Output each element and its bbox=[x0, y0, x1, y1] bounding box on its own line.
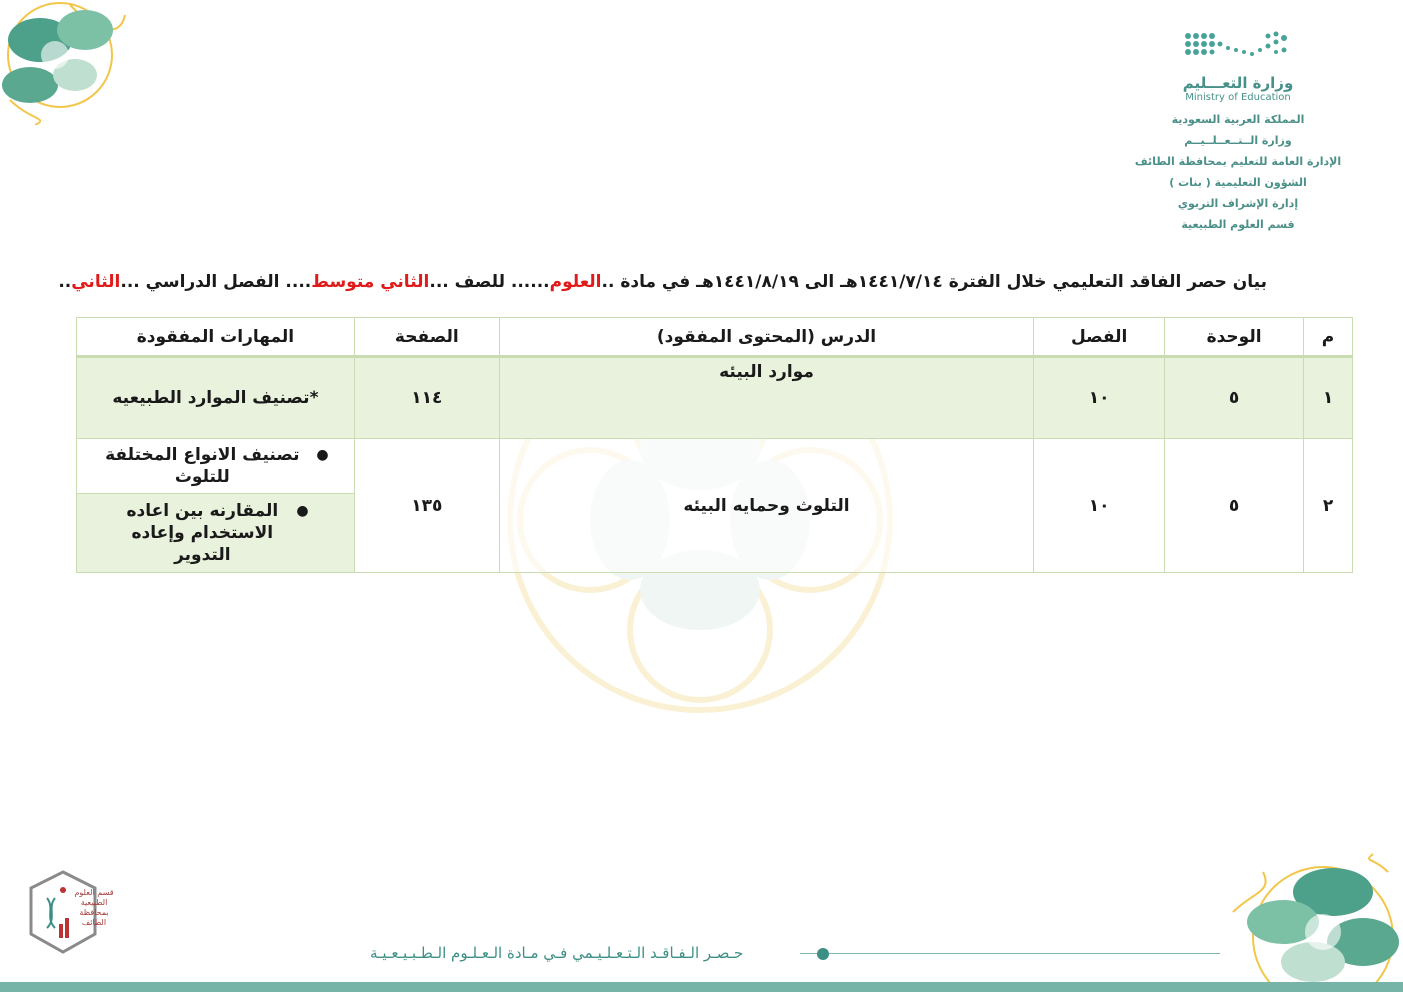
cell-num: ١ bbox=[1304, 357, 1353, 439]
cell-chapter: ١٠ bbox=[1034, 439, 1165, 573]
bullet-icon: ● bbox=[296, 503, 309, 519]
bullet-icon: ● bbox=[316, 447, 329, 463]
ministry-line: وزارة الــتــعــلــيــم bbox=[1184, 134, 1292, 147]
ministry-line: قسم العلوم الطبيعية bbox=[1181, 218, 1295, 231]
cell-unit: ٥ bbox=[1165, 357, 1304, 439]
cell-page: ١١٤ bbox=[354, 357, 499, 439]
footer-divider bbox=[800, 953, 1220, 954]
skill-text: المقارنه بين اعاده الاستخدام وإعاده التدوير bbox=[126, 501, 279, 565]
ministry-line: إدارة الإشراف التربوي bbox=[1177, 197, 1299, 210]
table-row bbox=[77, 439, 1353, 494]
heading-text: بيان حصر الفاقد التعليمي خلال الفترة ١٤٤١/٧/١٤هـ الى ١٤٤١/٨/١٩هـ في مادة .. bbox=[601, 272, 1267, 292]
corner-ornament-top-left bbox=[0, 0, 140, 125]
heading-text: .... الفصل الدراسي ... bbox=[120, 272, 312, 292]
table-header-row bbox=[77, 318, 1353, 357]
ministry-name-en: Ministry of Education bbox=[1185, 92, 1291, 103]
header-unit: الوحدة bbox=[1165, 318, 1304, 357]
heading-text: .. bbox=[58, 272, 72, 292]
header-lesson: الدرس (المحتوى المفقود) bbox=[499, 318, 1033, 357]
heading-text: ...... للصف ... bbox=[429, 272, 550, 292]
cell-lesson: التلوث وحمايه البيئه bbox=[499, 439, 1033, 573]
heading-grade: الثاني متوسط bbox=[311, 272, 430, 292]
lost-learning-table bbox=[76, 317, 1353, 573]
cell-page: ١٣٥ bbox=[354, 439, 499, 573]
footer-title: حـصـر الـفـاقـد الـتـعـلـيـمي فـي مـادة الـعـلـوم الـطـبـيـعـيـة bbox=[370, 944, 744, 962]
table-row bbox=[77, 357, 1353, 439]
footer-dot-icon bbox=[817, 948, 829, 960]
document-heading bbox=[58, 272, 1267, 292]
heading-term: الثاني bbox=[71, 272, 121, 292]
header-page: الصفحة bbox=[354, 318, 499, 357]
cell-num: ٢ bbox=[1304, 439, 1353, 573]
department-logo-text: قسم العلوم الطبيعية بمحافظة الطائف bbox=[74, 888, 114, 927]
cell-skill: *تصنيف الموارد الطبيعيه bbox=[77, 357, 355, 439]
ministry-name-ar: وزارة التعـــليم bbox=[1182, 74, 1294, 92]
cell-skill bbox=[77, 439, 355, 494]
footer-bar bbox=[0, 982, 1403, 992]
header-skills: المهارات المفقودة bbox=[77, 318, 355, 357]
cell-chapter: ١٠ bbox=[1034, 357, 1165, 439]
corner-ornament-bottom-right bbox=[1213, 852, 1403, 992]
skill-text: تصنيف الانواع المختلفة للتلوث bbox=[105, 445, 300, 487]
cell-lesson: موارد البيئه bbox=[499, 357, 1033, 439]
cell-unit: ٥ bbox=[1165, 439, 1304, 573]
ministry-logo bbox=[1133, 30, 1343, 66]
heading-subject: العلوم bbox=[549, 272, 602, 292]
ministry-line: الشؤون التعليمية ( بنات ) bbox=[1169, 176, 1307, 189]
header-num: م bbox=[1304, 318, 1353, 357]
ministry-line: الإدارة العامة للتعليم بمحافظة الطائف bbox=[1134, 155, 1342, 168]
ministry-line: المملكة العربية السعودية bbox=[1171, 113, 1305, 126]
ministry-header bbox=[1133, 30, 1343, 235]
header-chapter: الفصل bbox=[1034, 318, 1165, 357]
cell-skill bbox=[77, 494, 355, 573]
